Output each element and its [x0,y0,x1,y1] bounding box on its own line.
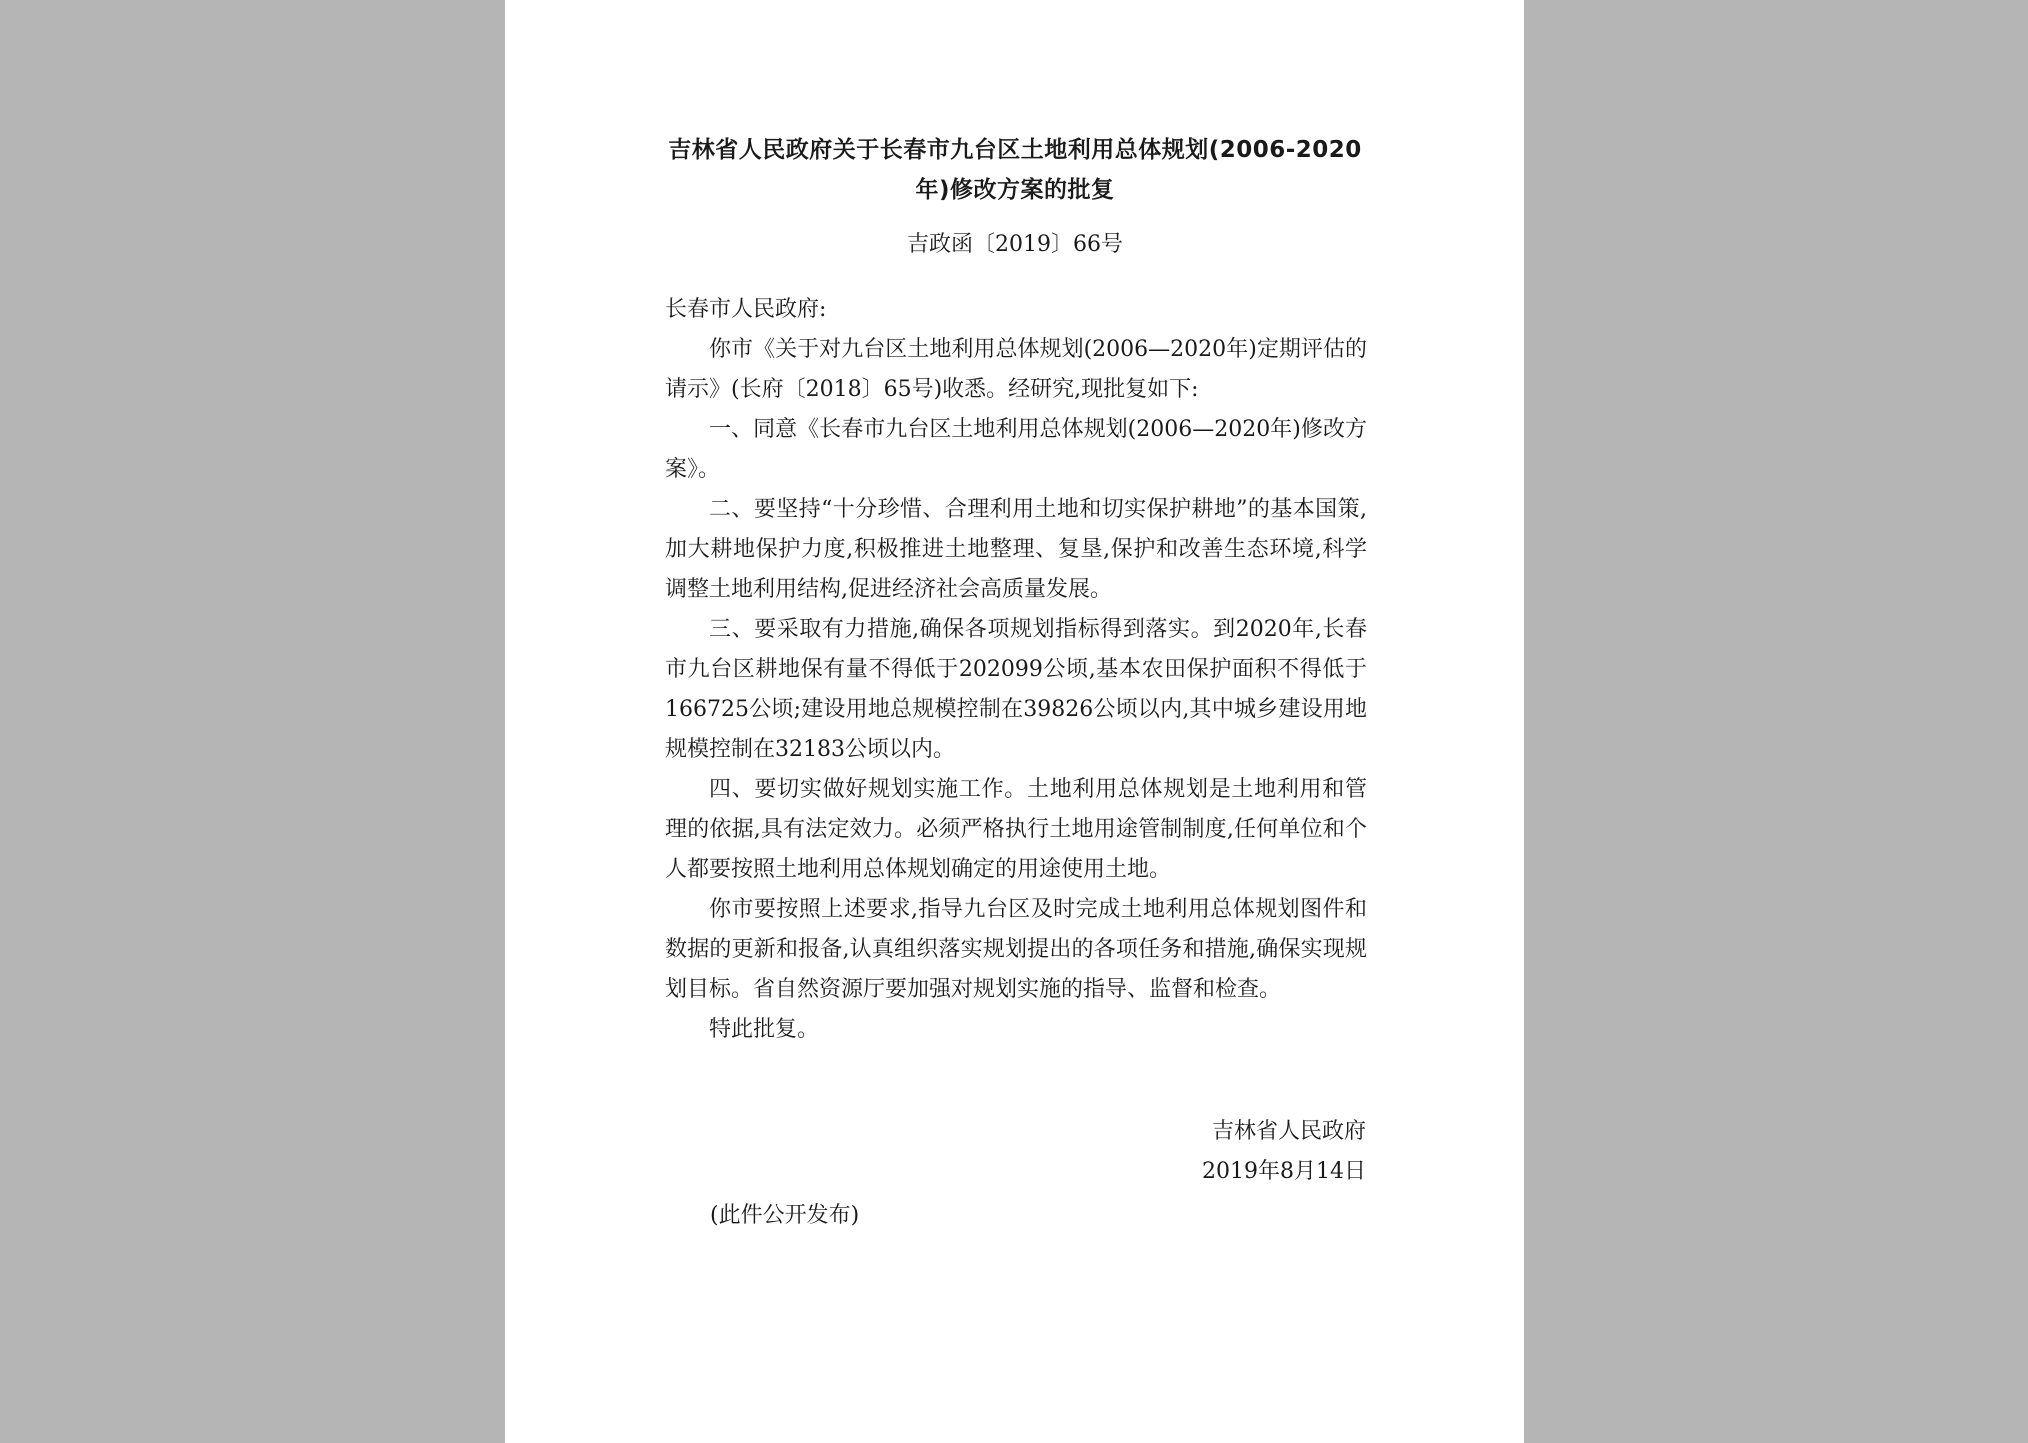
paragraph-item-1: 一、同意《长春市九台区土地利用总体规划(2006—2020年)修改方案》。 [665,417,1367,482]
document-page [505,0,1524,1443]
signature-date: 2019年8月14日 [1202,1159,1366,1184]
document-body [665,290,1367,1050]
paragraph-item-4: 四、要切实做好规划实施工作。土地利用总体规划是土地利用和管理的依据,具有法定效力。必须严格执行土地用途管制制度,任何单位和个人都要按照土地利用总体规划确定的用途使用土地。 [665,777,1367,882]
paragraph-closing: 特此批复。 [709,1017,820,1042]
addressee: 长春市人民政府: [665,297,827,322]
document-title [665,130,1365,210]
paragraph-item-2: 二、要坚持“十分珍惜、合理利用土地和切实保护耕地”的基本国策,加大耕地保护力度,积极推进土地整理、复垦,保护和改善生态环境,科学调整土地利用结构,促进经济社会高质量发展。 [665,497,1367,602]
signature-block [1202,1112,1366,1192]
signature-organization: 吉林省人民政府 [1211,1119,1366,1144]
public-release-note: (此件公开发布) [710,1203,860,1228]
document-number: 吉政函〔2019〕66号 [907,232,1123,257]
paragraph-requirements: 你市要按照上述要求,指导九台区及时完成土地利用总体规划图件和数据的更新和报备,认真组织落实规划提出的各项任务和措施,确保实现规划目标。省自然资源厅要加强对规划实施的指导、监督和检查。 [665,897,1367,1002]
title-line-1: 吉林省人民政府关于长春市九台区土地利用总体规划(2006-2020 [668,137,1362,163]
title-line-2: 年)修改方案的批复 [915,177,1115,203]
paragraph-intro: 你市《关于对九台区土地利用总体规划(2006—2020年)定期评估的请示》(长府〔2018〕65号)收悉。经研究,现批复如下: [665,337,1367,402]
paragraph-item-3: 三、要采取有力措施,确保各项规划指标得到落实。到2020年,长春市九台区耕地保有量不得低于202099公顷,基本农田保护面积不得低于166725公顷;建设用地总规模控制在39826公顷以内,其中城乡建设用地规模控制在32183公顷以内。 [665,617,1367,762]
